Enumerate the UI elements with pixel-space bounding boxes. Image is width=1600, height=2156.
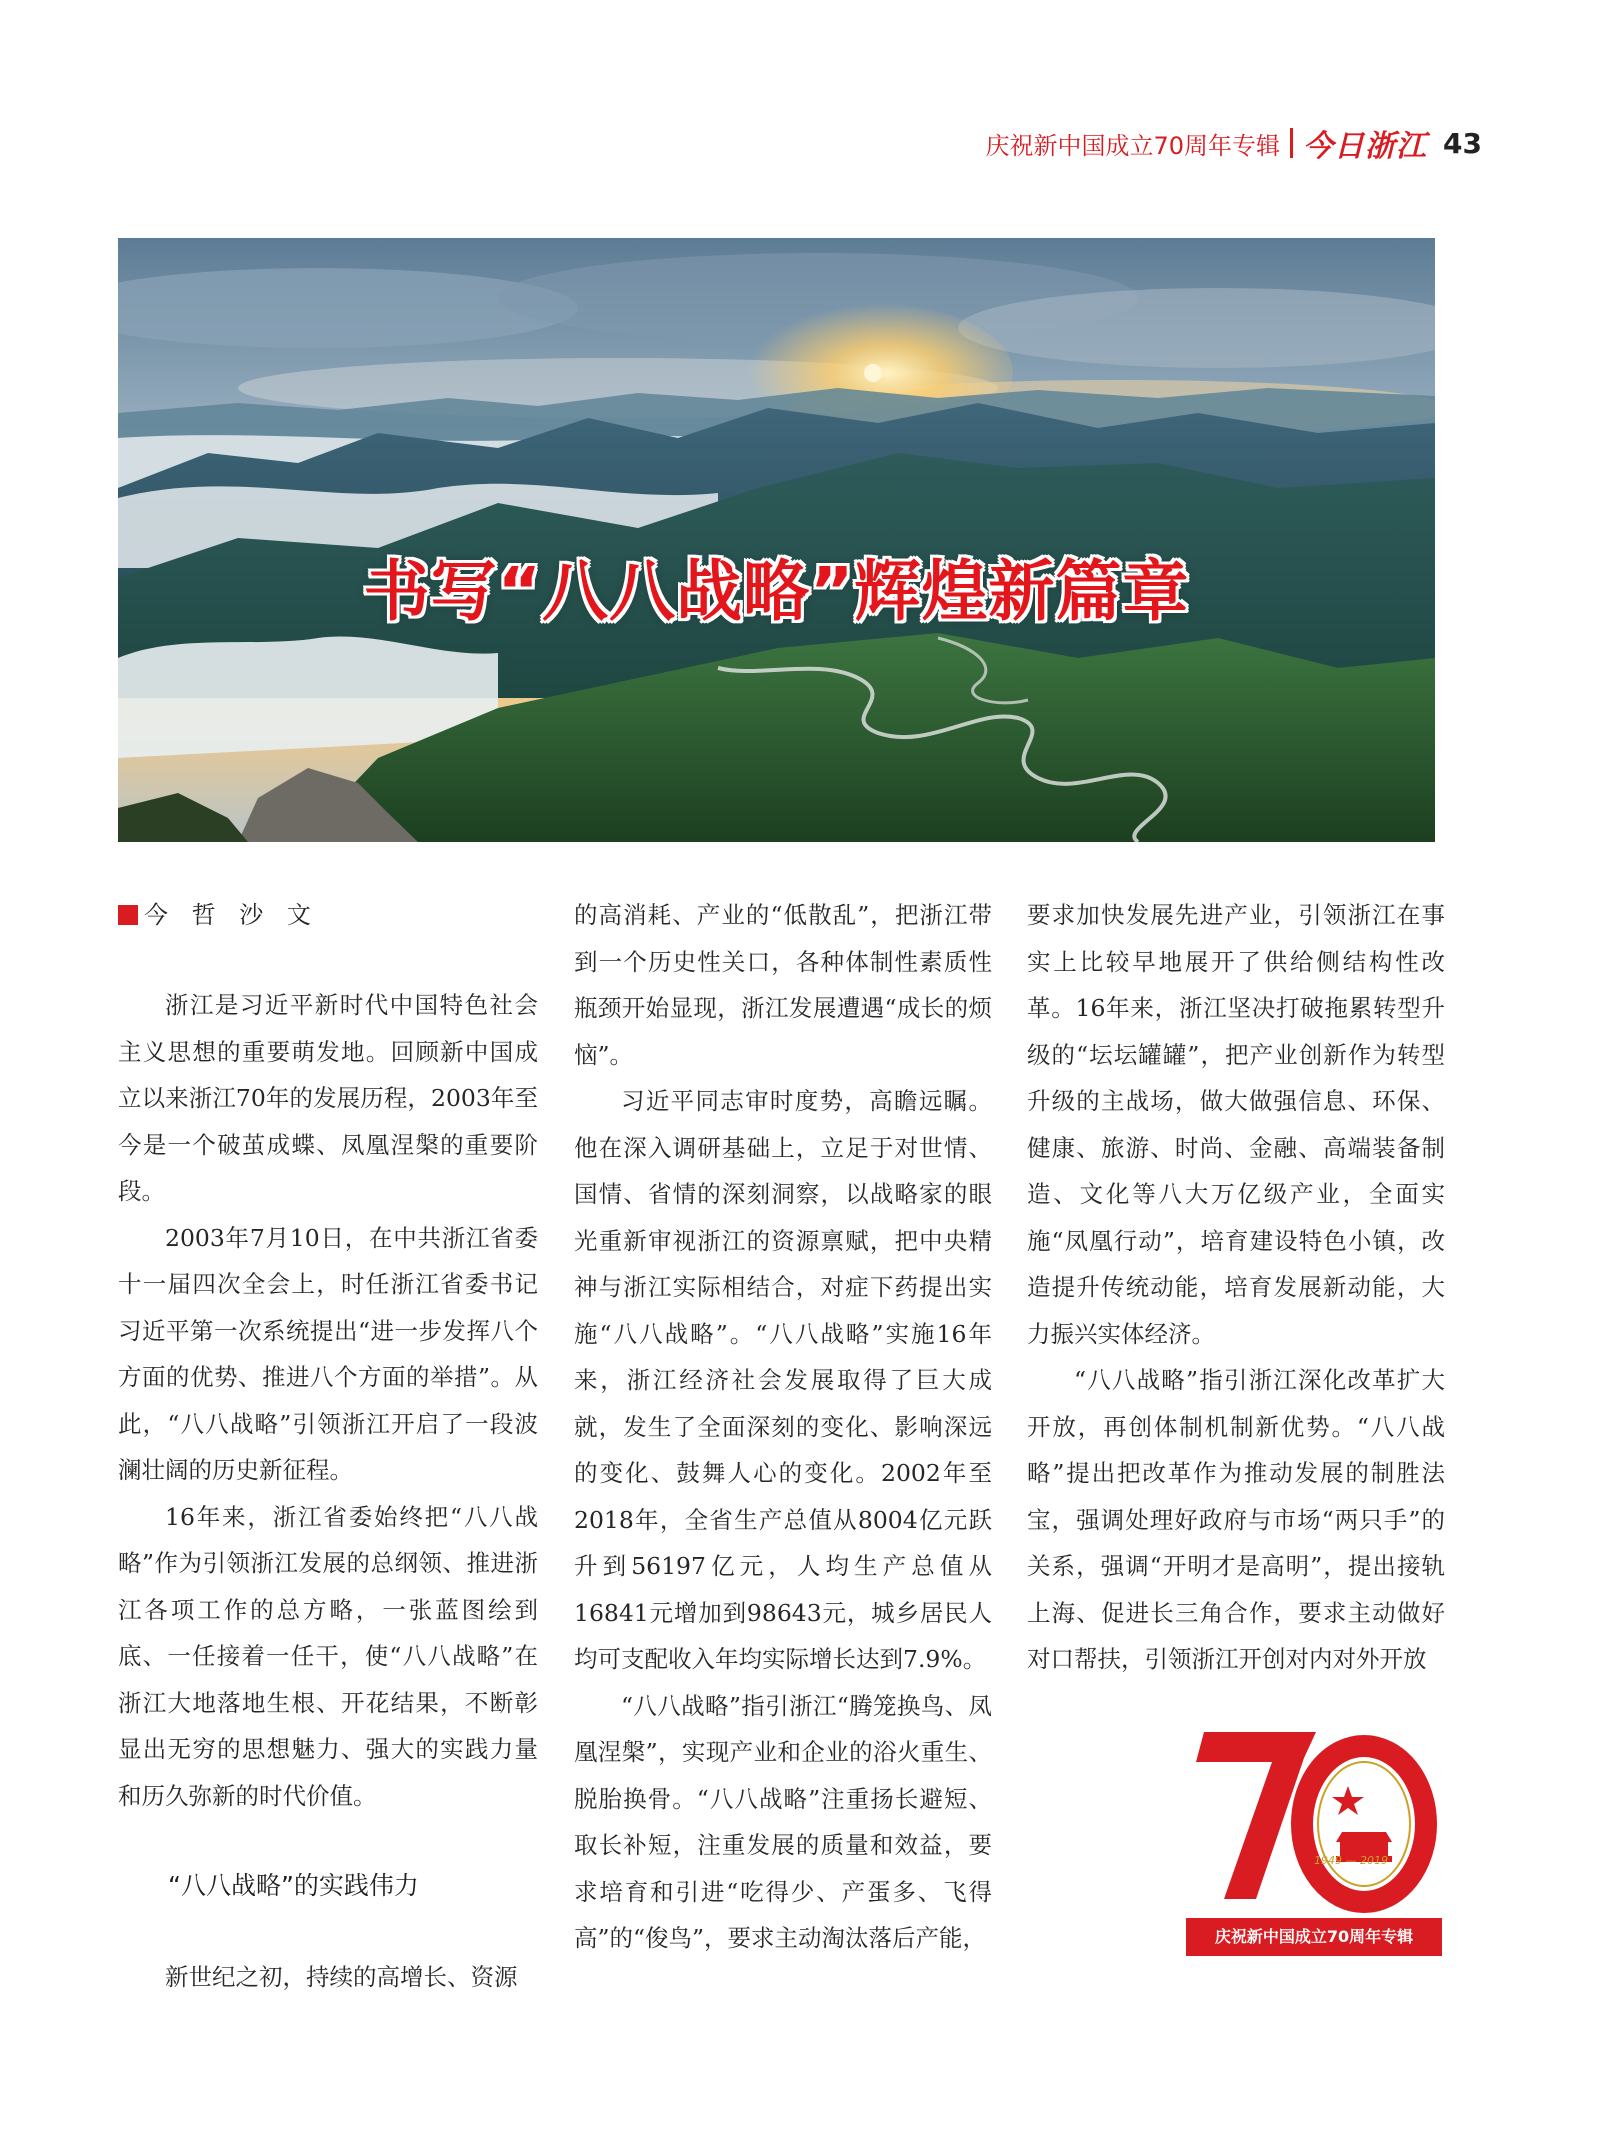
paragraph: 浙江是习近平新时代中国特色社会主义思想的重要萌发地。回顾新中国成立以来浙江70年的发展历程，2003年至今是一个破茧成蝶、凤凰涅槃的重要阶段。 xyxy=(118,991,538,1205)
emblem-caption: 庆祝新中国成立70周年专辑 xyxy=(1186,1918,1442,1956)
red-square-icon xyxy=(118,905,138,925)
article-column-3 xyxy=(1027,892,1445,1683)
page-header xyxy=(985,122,1482,164)
emblem-years: 1949 — 2019 xyxy=(1314,1854,1388,1867)
header-divider xyxy=(1290,128,1293,158)
seventy-logo-icon xyxy=(1186,1724,1442,1924)
article-title: 书写“八八战略”辉煌新篇章 xyxy=(363,553,1190,630)
author-byline xyxy=(118,892,538,938)
paragraph: 新世纪之初，持续的高增长、资源 xyxy=(165,1962,518,1991)
paragraph: 要求加快发展先进产业，引领浙江在事实上比较早地展开了供给侧结构性改革。16年来，浙江坚决打破拖累转型升级的“坛坛罐罐”，把产业创新作为转型升级的主战场，做大做强信息、环保、健康、旅游、时尚、金融、高端装备制造、文化等八大万亿级产业，全面实施“凤凰行动”，培育建设特色小镇，改造提升传统动能，培育发展新动能，大力振兴实体经济。 xyxy=(1027,901,1445,1348)
paragraph: 的高消耗、产业的“低散乱”，把浙江带到一个历史性关口，各种体制性素质性瓶颈开始显现，浙江发展遭遇“成长的烦恼”。 xyxy=(574,901,992,1069)
paragraph: 2003年7月10日，在中共浙江省委十一届四次全会上，时任浙江省委书记习近平第一次系统提出“进一步发挥八个方面的优势、推进八个方面的举措”。从此，“八八战略”引领浙江开启了一段波澜壮阔的历史新征程。 xyxy=(118,1223,538,1484)
header-series-title: 庆祝新中国成立70周年专辑 xyxy=(985,131,1281,160)
paragraph: 习近平同志审时度势，高瞻远瞩。他在深入调研基础上，立足于对世情、国情、省情的深刻洞察，以战略家的眼光重新审视浙江的资源禀赋，把中央精神与浙江实际相结合，对症下药提出实施“八八战略”。“八八战略”实施16年来，浙江经济社会发展取得了巨大成就，发生了全面深刻的变化、影响深远的变化、鼓舞人心的变化。2002年至2018年，全省生产总值从8004亿元跃升到56197亿元，人均生产总值从16841元增加到98643元，城乡居民人均可支配收入年均实际增长达到7.9%。 xyxy=(574,1087,992,1673)
page-number: 43 xyxy=(1443,126,1482,160)
paragraph: “八八战略”指引浙江“腾笼换鸟、凤凰涅槃”，实现产业和企业的浴火重生、脱胎换骨。“八八战略”注重扬长避短、取长补短，注重发展的质量和效益，要求培育和引进“吃得少、产蛋多、飞得高”的“俊鸟”，要求主动淘汰落后产能， xyxy=(574,1691,992,1952)
article-column-1 xyxy=(118,892,538,2000)
author-names: 今 哲 沙 文 xyxy=(144,900,319,929)
paragraph: 16年来，浙江省委始终把“八八战略”作为引领浙江发展的总纲领、推进浙江各项工作的总方略，一张蓝图绘到底、一任接着一任干，使“八八战略”在浙江大地落地生根、开花结果，不断彰显出无穷的思想魅力、强大的实践力量和历久弥新的时代价值。 xyxy=(118,1502,538,1810)
article-column-2 xyxy=(574,892,992,1962)
hero-image xyxy=(118,238,1435,842)
section-heading: “八八战略”的实践伟力 xyxy=(168,1871,419,1900)
paragraph: “八八战略”指引浙江深化改革扩大开放，再创体制机制新优势。“八八战略”提出把改革作为推动发展的制胜法宝，强调处理好政府与市场“两只手”的关系，强调“开明才是高明”，提出接轨上海、促进长三角合作，要求主动做好对口帮扶，引领浙江开创对内对外开放 xyxy=(1027,1366,1445,1673)
magazine-logo: 今日浙江 xyxy=(1303,129,1428,164)
anniversary-emblem xyxy=(1186,1724,1442,1956)
